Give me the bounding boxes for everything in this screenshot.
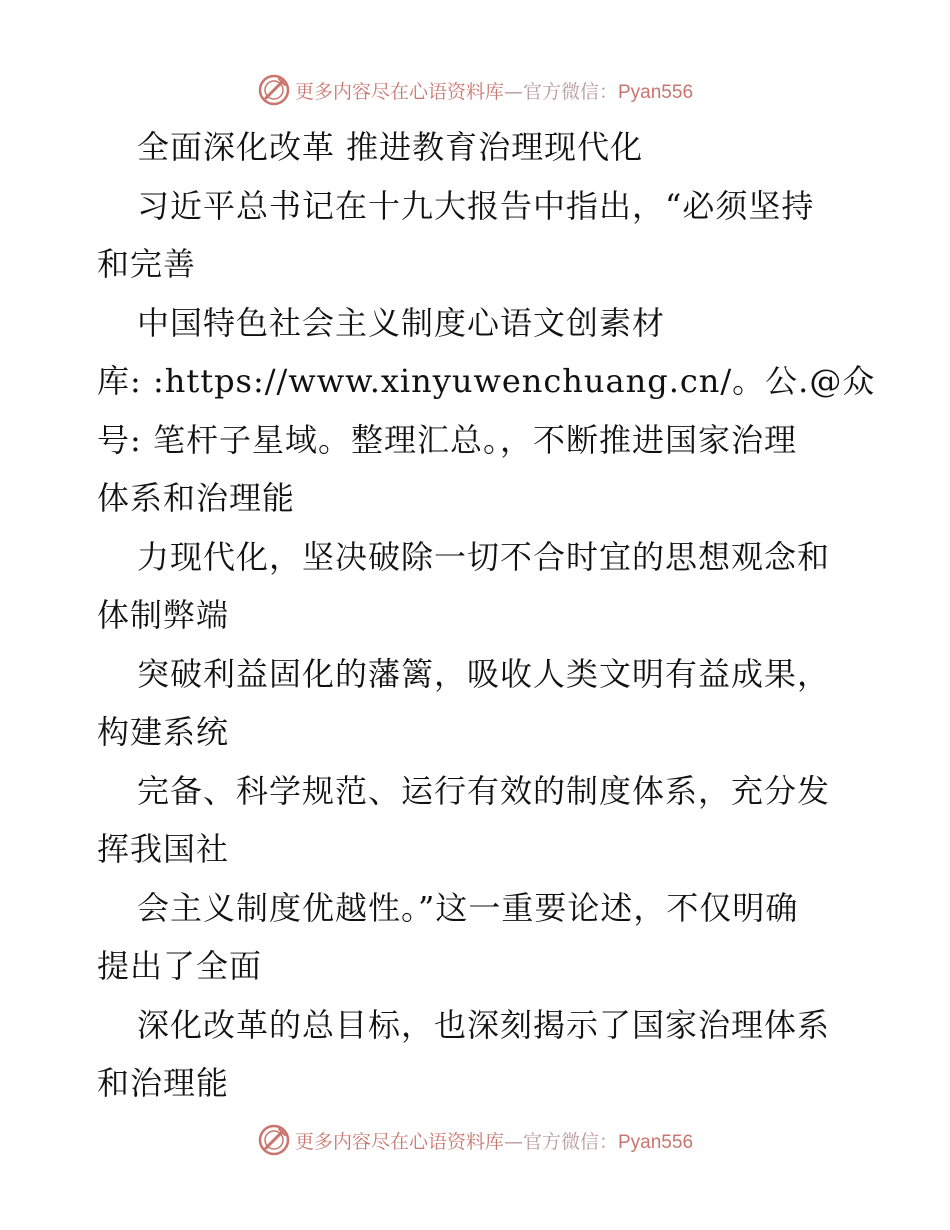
watermark-main: 更多内容尽在心语资料库 — [294, 1130, 504, 1153]
text-line: 深化改革的总目标，也深刻揭示了国家治理体系 — [137, 1005, 831, 1044]
text-line: 力现代化，坚决破除一切不合时宜的思想观念和 — [137, 537, 831, 576]
watermark-main: 更多内容尽在心语资料库 — [294, 80, 504, 103]
watermark-text — [295, 1127, 693, 1154]
text-line: 中国特色社会主义制度心语文创素材 — [137, 303, 666, 342]
text-line: 号: 笔杆子星域。整理汇总。，不断推进国家治理 — [97, 420, 797, 459]
text-line: 和治理能 — [97, 1064, 230, 1102]
text-line: 体系和治理能 — [97, 479, 296, 517]
watermark-dash: — — [503, 80, 523, 103]
watermark-sub: 官方微信： — [522, 1130, 618, 1153]
header-watermark — [0, 70, 950, 110]
text-line: 提出了全面 — [97, 947, 263, 985]
text-line: 构建系统 — [97, 713, 230, 751]
stamp-seal-icon — [257, 73, 291, 107]
text-line: 和完善 — [97, 245, 197, 283]
watermark-sub: 官方微信： — [522, 80, 618, 103]
text-line: 库: :https://www.xinyuwenchuang.cn/。公.@众 — [97, 362, 876, 400]
text-line: 体制弊端 — [97, 596, 230, 634]
text-line: 会主义制度优越性。”这一重要论述，不仅明确 — [137, 888, 799, 927]
document-title: 全面深化改革 推进教育治理现代化 — [137, 128, 644, 166]
watermark-text — [295, 77, 693, 104]
watermark-id: Pyan556 — [618, 1131, 694, 1153]
watermark-id: Pyan556 — [618, 81, 694, 103]
text-line: 挥我国社 — [97, 830, 230, 868]
text-line: 突破利益固化的藩篱，吸收人类文明有益成果， — [137, 654, 831, 693]
watermark-dash: — — [503, 1130, 523, 1153]
footer-watermark — [0, 1120, 950, 1160]
document-body — [97, 118, 876, 1113]
stamp-seal-icon — [257, 1123, 291, 1157]
text-line: 完备、科学规范、运行有效的制度体系，充分发 — [137, 771, 831, 810]
text-line: 习近平总书记在十九大报告中指出，“必须坚持 — [137, 186, 815, 225]
